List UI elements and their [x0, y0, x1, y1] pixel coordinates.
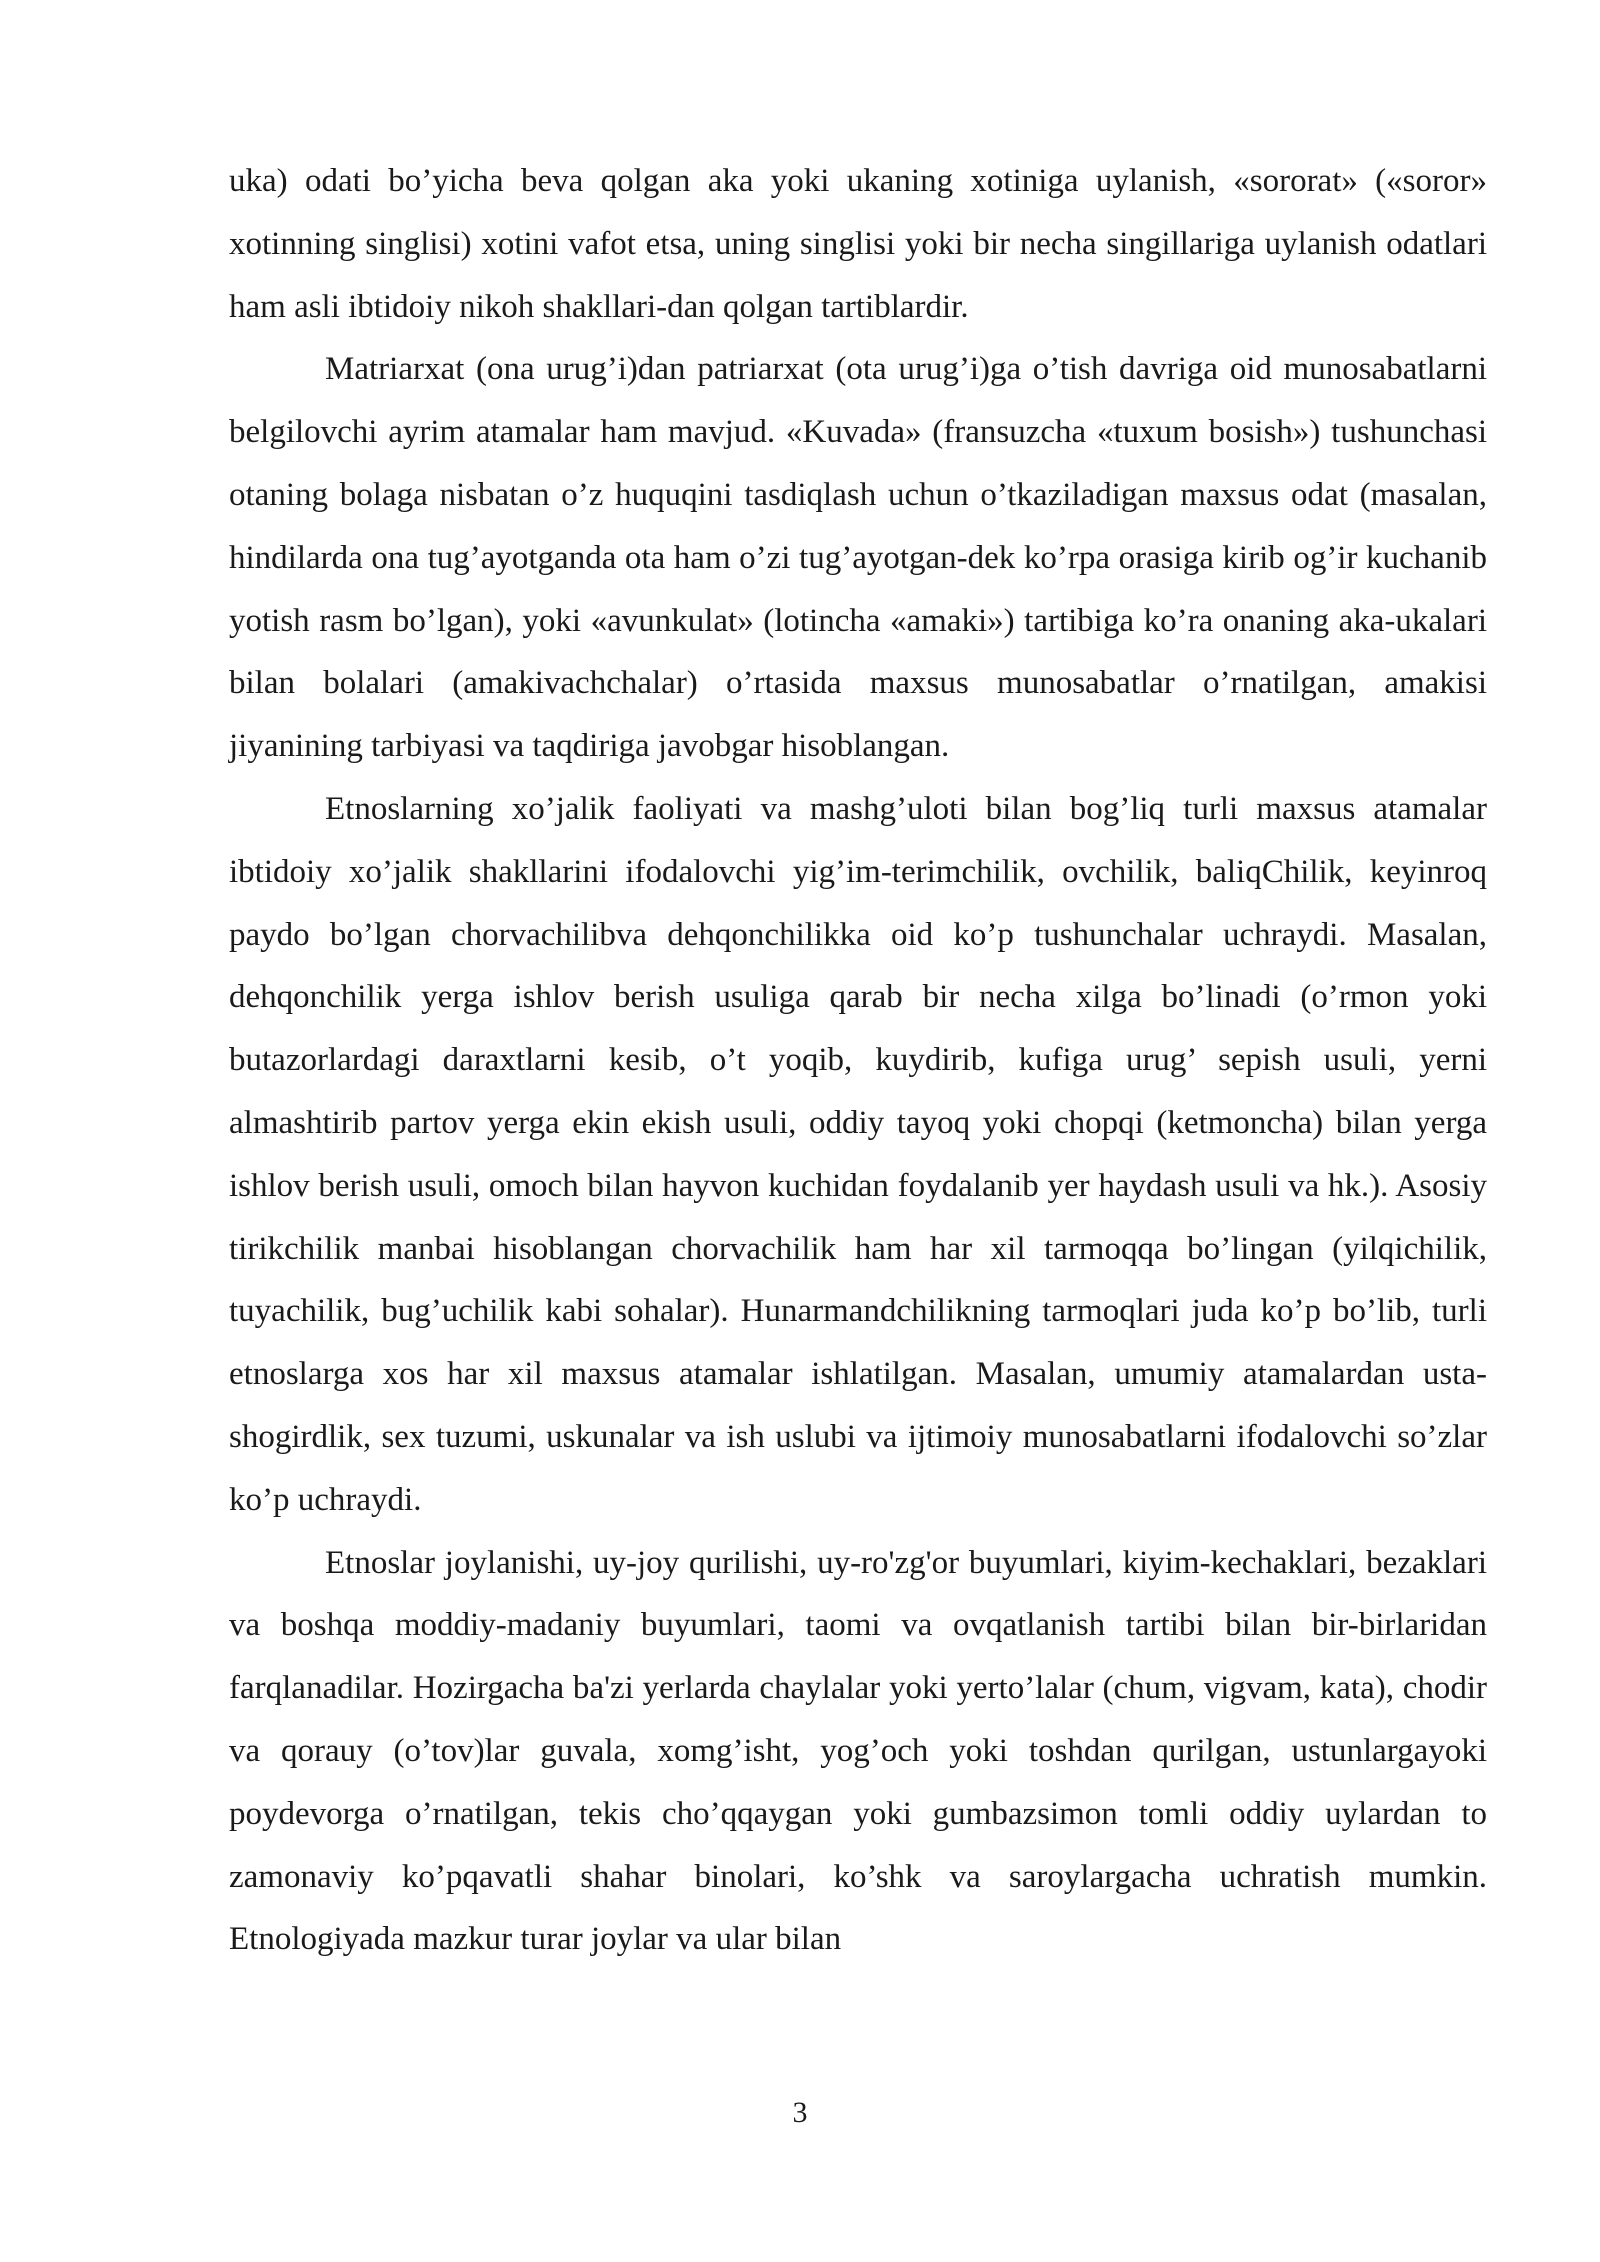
- page-number: 3: [792, 2096, 808, 2129]
- paragraph-1: uka) odati bo’yicha beva qolgan aka yoki ukaning xotiniga uylanish, «sororat» («soror» xotinning singlisi) xotini vafot etsa, uning singlisi yoki bir necha singillariga uylanish odatlari ham asli ibtidoiy nikoh shakllari-dan qolgan tartiblardir.: [229, 163, 1487, 325]
- paragraph-2: Matriarxat (ona urug’i)dan patriarxat (ota urug’i)ga o’tish davriga oid munosabatlarni belgilovchi ayrim atamalar ham mavjud. «Kuvada» (fransuzcha «tuxum bosish») tushunchasi otaning bolaga nisbatan o’z huquqini tasdiqlash uchun o’tkaziladigan maxsus odat (masalan, hindilarda ona tug’ayotganda ota ham o’zi tug’ayotgan-dek ko’rpa orasiga kirib og’ir kuchanib yotish rasm bo’lgan), yoki «avunkulat» (lotincha «amaki») tartibiga ko’ra onaning aka-ukalari bilan bolalari (amakivachchalar) o’rtasida maxsus munosabatlar o’rnatilgan, amakisi jiyanining tarbiyasi va taqdiriga javobgar hisoblangan.: [229, 351, 1487, 765]
- document-page: [229, 150, 1487, 2140]
- paragraph-4: Etnoslar joylanishi, uy-joy qurilishi, uy-ro'zg'or buyumlari, kiyim-kechaklari, bezaklari va boshqa moddiy-madaniy buyumlari, taomi va ovqatlanish tartibi bilan bir-birlaridan farqlanadilar. Hozirgacha ba'zi yerlarda chaylalar yoki yerto’lalar (chum, vigvam, kata), chodir va qorauy (o’tov)lar guvala, xomg’isht, yog’och yoki toshdan qurilgan, ustunlargayoki poydevorga o’rnatilgan, tekis cho’qqaygan yoki gumbazsimon tomli oddiy uylardan to zamonaviy ko’pqavatli shahar binolari, ko’shk va saroylargacha uchratish mumkin. Etnologiyada mazkur turar joylar va ular bilan: [229, 1544, 1487, 1958]
- paragraph-3: Etnoslarning xo’jalik faoliyati va mashg’uloti bilan bog’liq turli maxsus atamalar ibtidoiy xo’jalik shakllarini ifodalovchi yig’im-terimchilik, ovchilik, baliqChilik, keyinroq paydo bo’lgan chorvachilibva dehqonchilikka oid ko’p tushunchalar uchraydi. Masalan, dehqonchilik yerga ishlov berish usuliga qarab bir necha xilga bo’linadi (o’rmon yoki butazorlardagi daraxtlarni kesib, o’t yoqib, kuydirib, kufiga urug’ sepish usuli, yerni almashtirib partov yerga ekin ekish usuli, oddiy tayoq yoki chopqi (ketmoncha) bilan yerga ishlov berish usuli, omoch bilan hayvon kuchidan foydalanib yer haydash usuli va hk.). Asosiy tirikchilik manbai hisoblangan chorvachilik ham har xil tarmoqqa bo’lingan (yilqichilik, tuyachilik, bug’uchilik kabi sohalar). Hunarmandchilikning tarmoqlari juda ko’p bo’lib, turli etnoslarga xos har xil maxsus atamalar ishlatilgan. Masalan, umumiy atamalardan usta-shogirdlik, sex tuzumi, uskunalar va ish uslubi va ijtimoiy munosabatlarni ifodalovchi so’zlar ko’p uchraydi.: [229, 790, 1487, 1518]
